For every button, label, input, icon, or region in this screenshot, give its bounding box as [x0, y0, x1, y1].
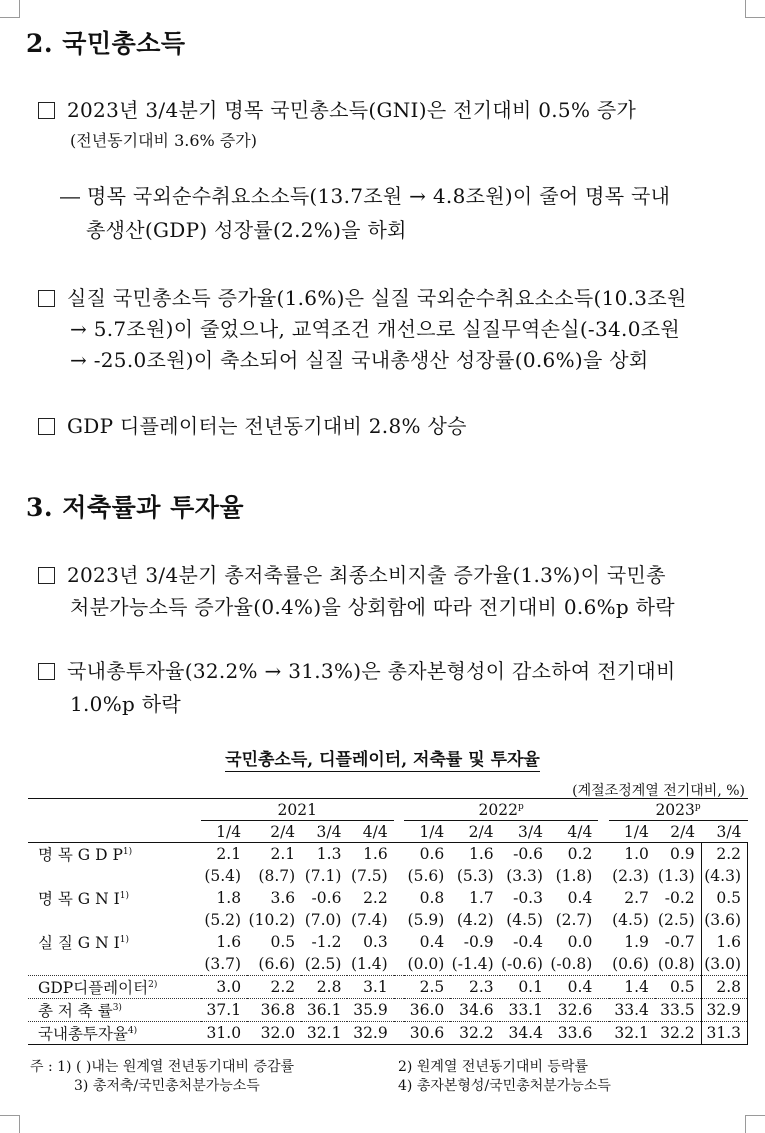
table-cell: (5.9): [407, 911, 445, 929]
table-cell: 32.1: [609, 1021, 655, 1044]
year-header: 2021: [201, 799, 394, 821]
table-cell: 1.6: [468, 845, 494, 863]
row-label: [28, 909, 201, 931]
table-cell: 0.9: [670, 845, 695, 863]
quarter-header: 3/4: [701, 821, 747, 843]
note-1: 주 : 1) ( )내는 원계열 전년동기대비 증감률: [30, 1059, 295, 1075]
table-cell: (4.5): [612, 911, 649, 929]
table-cell: (0.0): [407, 954, 445, 973]
corner-mark: [0, 1115, 20, 1133]
bullet-gross-saving-line2: 처분가능소득 증가율(0.4%)을 상회함에 따라 전기대비 0.6%p 하락: [70, 595, 675, 619]
table-cell: (5.3): [456, 867, 494, 885]
section-heading-gni: 2. 국민총소득: [26, 29, 186, 58]
note-3: 3) 총저축/국민총처분가능소득: [74, 1078, 260, 1094]
table-cell: 3.6: [270, 889, 296, 907]
table-cell: 33.4: [609, 998, 655, 1021]
table-cell: 0.4: [567, 889, 593, 907]
table-cell: (7.0): [304, 911, 342, 929]
year-header: 2023$^p$: [609, 799, 748, 821]
table-unit: (계절조정계열 전기대비, %): [572, 783, 745, 799]
table-cell: (-0.6): [500, 954, 543, 973]
table-cell: 32.0: [247, 1021, 301, 1044]
bullet-real-gni-line3: → -25.0조원)이 축소되어 실질 국내총생산 성장률(0.6%)을 상회: [70, 348, 649, 372]
bullet-investment: 국내총투자율(32.2% → 31.3%)은 총자본형성이 감소하여 전기대비: [38, 655, 676, 684]
table-cell: 2.5: [404, 975, 450, 998]
table-cell: (7.5): [350, 867, 388, 885]
checkbox-icon: [38, 102, 55, 119]
table-cell: (4.3): [701, 865, 747, 887]
quarter-header: 4/4: [549, 821, 598, 843]
table-cell: 37.1: [201, 998, 247, 1021]
table-cell: 33.5: [655, 998, 701, 1021]
table-cell: 0.2: [567, 845, 593, 863]
table-title: 국민총소득, 디플레이터, 저축률 및 투자율: [225, 750, 540, 770]
table-cell: (2.5): [304, 954, 342, 973]
dash-nominal-factor-income-cont: 총생산(GDP) 성장률(2.2%)을 하회: [86, 218, 407, 242]
table-cell: 32.9: [701, 998, 747, 1021]
table-cell: (2.5): [657, 911, 695, 929]
table-cell: 1.8: [216, 889, 242, 907]
bullet-nominal-gni: 2023년 3/4분기 명목 국민총소득(GNI)은 전기대비 0.5% 증가: [38, 94, 636, 123]
table-cell: (10.2): [248, 911, 296, 929]
table-cell: 31.0: [201, 1021, 247, 1044]
table-cell: (6.6): [258, 954, 296, 973]
table-cell: 3.1: [347, 975, 393, 998]
table-cell: 0.0: [567, 933, 593, 951]
table-cell: (3.7): [204, 954, 242, 973]
corner-mark: [745, 1115, 765, 1133]
table-cell: 33.6: [549, 1021, 598, 1044]
table-row: [28, 975, 748, 998]
corner-mark: [0, 0, 20, 18]
table-cell: (0.6): [612, 954, 649, 973]
row-label: [28, 953, 201, 975]
dash-nominal-factor-income: ― 명목 국외순수취요소소득(13.7조원 → 4.8조원)이 줄어 명목 국내: [60, 184, 671, 208]
table-cell: 0.5: [701, 887, 747, 909]
table-cell: 2.2: [247, 975, 301, 998]
row-label: 실 질 G N $I^{1)}$: [38, 934, 129, 952]
table-cell: 1.9: [624, 933, 649, 951]
table-cell: 35.9: [347, 998, 393, 1021]
note-4: 4) 총자본형성/국민총처분가능소득: [398, 1078, 611, 1094]
table-cell: -0.4: [513, 933, 543, 951]
table-cell: 36.0: [404, 998, 450, 1021]
table-cell: 1.6: [216, 933, 242, 951]
table-cell: 0.3: [363, 933, 388, 951]
table-cell: 1.0: [624, 845, 649, 863]
quarter-header: 3/4: [500, 821, 549, 843]
table-cell: -1.2: [311, 933, 342, 951]
table-cell: (1.4): [350, 954, 388, 973]
table-cell: 32.2: [450, 1021, 499, 1044]
table-cell: 36.1: [301, 998, 347, 1021]
bullet-gross-saving: 2023년 3/4분기 총저축률은 최종소비지출 증가율(1.3%)이 국민총: [38, 559, 666, 588]
bullet-gdp-deflator: GDP 디플레이터는 전년동기대비 2.8% 상승: [38, 410, 467, 439]
corner-mark: [745, 0, 765, 18]
table-row: [28, 843, 748, 866]
table-cell: 3.0: [201, 975, 247, 998]
bullet-real-gni-line2: → 5.7조원)이 줄었으나, 교역조건 개선으로 실질무역손실(-34.0조원: [70, 317, 680, 341]
quarter-header: 2/4: [450, 821, 499, 843]
table-cell: (7.4): [350, 911, 388, 929]
note-2: 2) 원계열 전년동기대비 등락률: [398, 1059, 589, 1075]
table-row: [28, 931, 748, 953]
bullet-nominal-gni-sub: (전년동기대비 3.6% 증가): [70, 131, 257, 150]
table-cell: (1.3): [657, 867, 695, 885]
table-cell: (2.3): [612, 867, 649, 885]
table-row: [28, 998, 748, 1021]
table-cell: (3.3): [506, 867, 543, 885]
quarter-header: 2/4: [655, 821, 701, 843]
table-cell: -0.3: [513, 889, 543, 907]
table-cell: (5.2): [204, 911, 242, 929]
table-cell: 34.6: [450, 998, 499, 1021]
table-cell: 1.6: [701, 931, 747, 953]
checkbox-icon: [38, 418, 55, 435]
table-cell: (2.7): [555, 911, 593, 929]
table-cell: 0.4: [419, 933, 445, 951]
table-cell: 33.1: [500, 998, 549, 1021]
table-cell: 2.3: [450, 975, 499, 998]
bullet-real-gni: 실질 국민총소득 증가율(1.6%)은 실질 국외순수취요소소득(10.3조원: [38, 282, 687, 311]
table-cell: 31.3: [701, 1021, 747, 1044]
table-cell: (1.8): [555, 867, 593, 885]
table-cell: (-1.4): [451, 954, 494, 973]
row-label: [28, 865, 201, 887]
table-cell: 34.4: [500, 1021, 549, 1044]
table-cell: 2.1: [270, 845, 296, 863]
row-label: 총 저 축 률$^{3)}$: [28, 998, 201, 1021]
table-cell: -0.6: [513, 845, 543, 863]
table-cell: 0.1: [500, 975, 549, 998]
quarter-header: 1/4: [404, 821, 450, 843]
table-row: [28, 953, 748, 975]
checkbox-icon: [38, 663, 55, 680]
table-cell: (4.5): [506, 911, 543, 929]
row-label: 명 목 G N $I^{1)}$: [38, 890, 129, 908]
row-label: 국내총투자율$^{4)}$: [28, 1021, 201, 1044]
table-cell: (4.2): [456, 911, 494, 929]
table-cell: 0.6: [419, 845, 445, 863]
row-label: 명 목 G D $P^{1)}$: [38, 846, 133, 864]
table-cell: 0.8: [419, 889, 445, 907]
table-row: [28, 887, 748, 909]
quarter-header: 2/4: [247, 821, 301, 843]
quarter-header: 1/4: [609, 821, 655, 843]
checkbox-icon: [38, 567, 55, 584]
table-cell: 30.6: [404, 1021, 450, 1044]
table-cell: 1.3: [316, 845, 342, 863]
table-cell: -0.6: [311, 889, 342, 907]
table-row: [28, 865, 748, 887]
table-cell: 1.4: [609, 975, 655, 998]
table-cell: 32.2: [655, 1021, 701, 1044]
table-cell: 2.8: [301, 975, 347, 998]
table-cell: (8.7): [258, 867, 296, 885]
table-cell: 2.2: [363, 889, 388, 907]
section-heading-saving-investment: 3. 저축률과 투자율: [26, 493, 245, 522]
table-cell: (5.6): [407, 867, 445, 885]
table-cell: -0.7: [664, 933, 695, 951]
table-cell: 32.9: [347, 1021, 393, 1044]
table-cell: 36.8: [247, 998, 301, 1021]
table-cell: 32.1: [301, 1021, 347, 1044]
table-cell: (-0.8): [550, 954, 593, 973]
row-label: GDP디플레이터$^{2)}$: [28, 975, 201, 998]
quarter-header: 1/4: [201, 821, 247, 843]
table-cell: 2.7: [624, 889, 649, 907]
table-cell: (3.0): [701, 953, 747, 975]
year-header: 2022$^p$: [404, 799, 598, 821]
table-cell: -0.2: [664, 889, 695, 907]
table-cell: 0.5: [655, 975, 701, 998]
data-table: [28, 798, 748, 1045]
table-cell: -0.9: [463, 933, 494, 951]
table-cell: 1.6: [363, 845, 388, 863]
table-cell: 2.8: [701, 975, 747, 998]
table-cell: 0.5: [270, 933, 296, 951]
table-row: [28, 1021, 748, 1044]
table-cell: 1.7: [468, 889, 494, 907]
table-cell: (3.6): [701, 909, 747, 931]
table-cell: (5.4): [204, 867, 242, 885]
checkbox-icon: [38, 290, 55, 307]
table-row: [28, 909, 748, 931]
table-cell: (0.8): [657, 954, 695, 973]
quarter-header: 4/4: [347, 821, 393, 843]
table-cell: 0.4: [549, 975, 598, 998]
quarter-header: 3/4: [301, 821, 347, 843]
table-cell: 2.1: [216, 845, 242, 863]
table-cell: 32.6: [549, 998, 598, 1021]
bullet-investment-line2: 1.0%p 하락: [70, 692, 182, 716]
table-cell: (7.1): [304, 867, 342, 885]
table-cell: 2.2: [701, 843, 747, 866]
